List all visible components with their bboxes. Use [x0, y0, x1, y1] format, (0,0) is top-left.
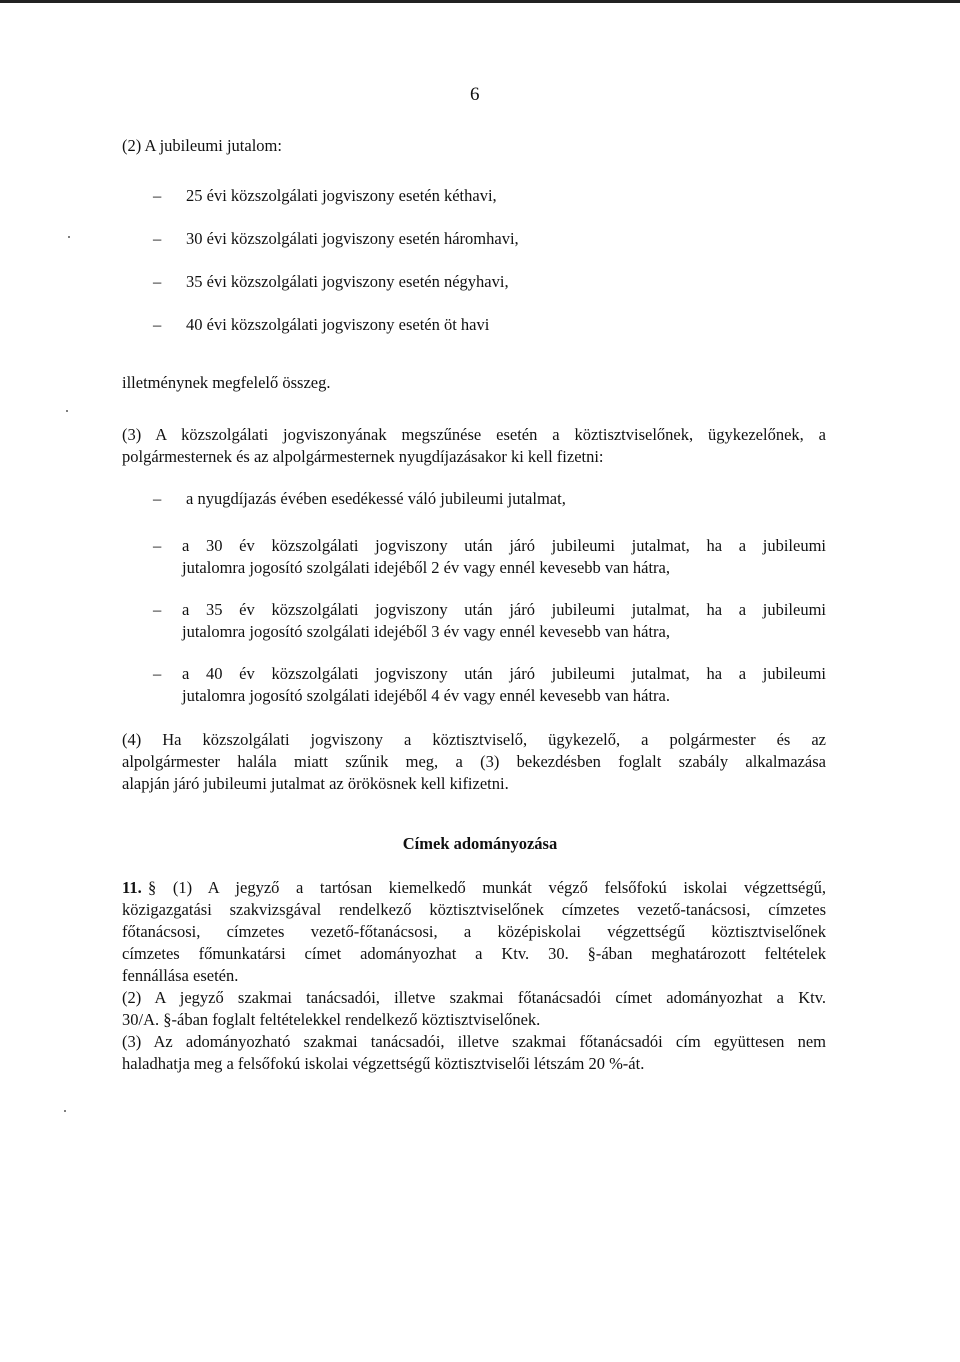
scan-speck — [66, 410, 68, 412]
list-item: 40 évi közszolgálati jogviszony esetén öt havi — [186, 315, 490, 334]
para4-line2: alpolgármester halála miatt szűnik meg, a (3) bekezdésben foglalt szabály alkalmazása — [122, 752, 826, 771]
list-dash: – — [153, 315, 162, 334]
section11-p3-line1: (3) Az adományozható szakmai tanácsadói, illetve szakmai főtanácsadói cím együttesen nem — [122, 1032, 826, 1051]
list-item: a 40 év közszolgálati jogviszony után járó jubileumi jutalmat, ha a jubileumi — [182, 664, 826, 683]
section11-p3-line2: haladhatja meg a felsőfokú iskolai végzettségű köztisztviselői létszám 20 %-át. — [122, 1054, 645, 1073]
list-item: 35 évi közszolgálati jogviszony esetén négyhavi, — [186, 272, 509, 291]
section11-p2-line2: 30/A. §-ában foglalt feltételekkel rendelkező köztisztviselőnek. — [122, 1010, 541, 1029]
list-item: a 30 év közszolgálati jogviszony után járó jubileumi jutalmat, ha a jubileumi — [182, 536, 826, 555]
para2-intro: (2) A jubileumi jutalom: — [122, 136, 282, 155]
list-dash: – — [153, 272, 162, 291]
para4-line1: (4) Ha közszolgálati jogviszony a köztisztviselő, ügykezelő, a polgármester és az — [122, 730, 826, 749]
page-number: 6 — [470, 84, 480, 105]
list-dash: – — [153, 229, 162, 248]
scan-speck — [68, 236, 70, 238]
list-item: 30 évi közszolgálati jogviszony esetén háromhavi, — [186, 229, 519, 248]
para3-intro-line1: (3) A közszolgálati jogviszonyának megszűnése esetén a köztisztviselőnek, ügykezelőnek, a — [122, 425, 826, 444]
section-heading: Címek adományozása — [402, 834, 558, 853]
para4-line3: alapján járó jubileumi jutalmat az örökösnek kell kifizetni. — [122, 774, 509, 793]
list-item-continuation: jutalomra jogosító szolgálati idejéből 2 év vagy ennél kevesebb van hátra, — [182, 558, 670, 577]
para3-intro-line2: polgármesternek és az alpolgármesternek nyugdíjazásakor ki kell fizetni: — [122, 447, 604, 466]
list-dash: – — [153, 664, 162, 683]
scan-speck — [64, 1110, 66, 1112]
section11-p1-line2: közigazgatási szakvizsgával rendelkező köztisztviselőnek címzetes vezető-tanácsosi, címzetes — [122, 900, 826, 919]
section11-p1-line4: címzetes főmunkatársi címet adományozhat a Ktv. 30. §-ában meghatározott feltételek — [122, 944, 826, 963]
section11-number — [122, 877, 142, 898]
top-border — [0, 0, 960, 3]
section11-p1-line5: fennállása esetén. — [122, 966, 239, 985]
list-dash: – — [153, 186, 162, 205]
list-dash: – — [153, 489, 162, 508]
section-number: 11. — [122, 878, 142, 897]
list-item: 25 évi közszolgálati jogviszony esetén kéthavi, — [186, 186, 497, 205]
section11-p2-line1: (2) A jegyző szakmai tanácsadói, illetve szakmai főtanácsadói címet adományozhat a Ktv. — [122, 988, 826, 1007]
list-dash: – — [153, 536, 162, 555]
list-item-continuation: jutalomra jogosító szolgálati idejéből 4 év vagy ennél kevesebb van hátra. — [182, 686, 670, 705]
list-item: a nyugdíjazás évében esedékessé váló jubileumi jutalmat, — [186, 489, 566, 508]
list-item-continuation: jutalomra jogosító szolgálati idejéből 3 év vagy ennél kevesebb van hátra, — [182, 622, 670, 641]
section11-p1-line3: főtanácsosi, címzetes vezető-főtanácsosi, a középiskolai végzettségű köztisztviselőnek — [122, 922, 826, 941]
list-item: a 35 év közszolgálati jogviszony után járó jubileumi jutalmat, ha a jubileumi — [182, 600, 826, 619]
section11-p1-line1: § (1) A jegyző a tartósan kiemelkedő munkát végző felsőfokú iskolai végzettségű, — [148, 878, 826, 897]
list-dash: – — [153, 600, 162, 619]
para2-closing: illetménynek megfelelő összeg. — [122, 373, 331, 392]
